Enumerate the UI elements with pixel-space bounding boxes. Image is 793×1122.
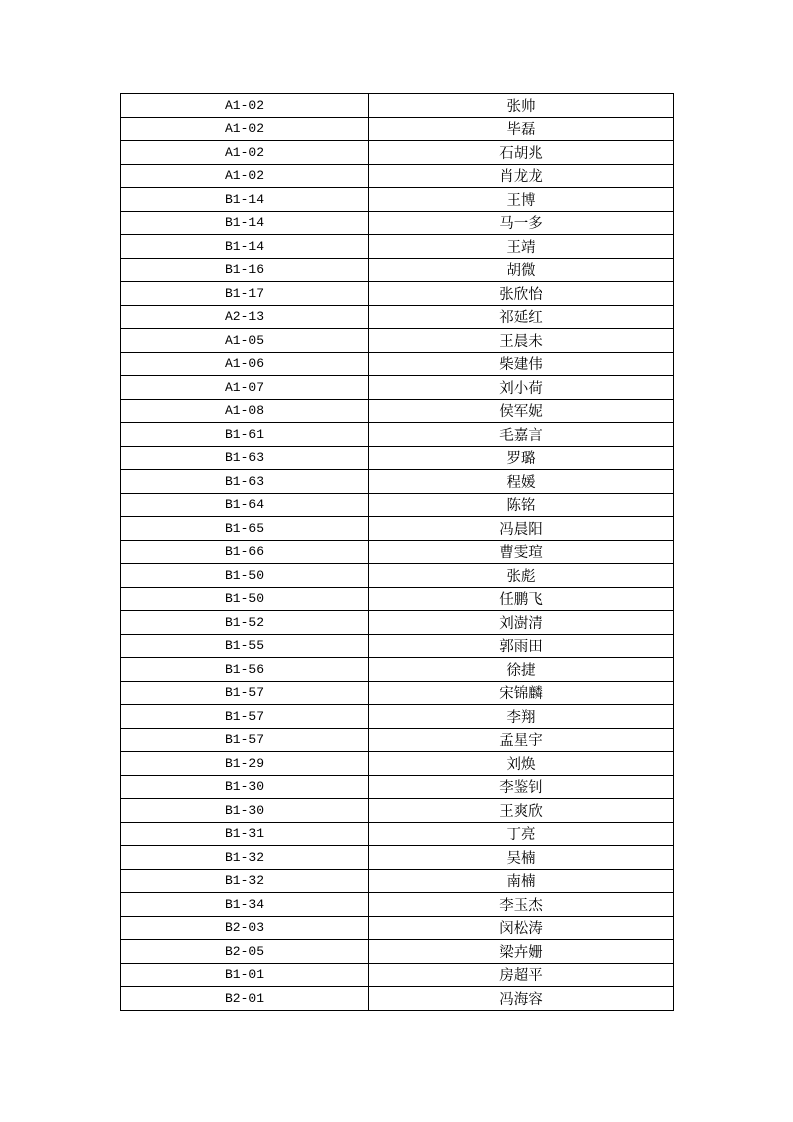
person-name-cell: 刘焕 [369, 752, 674, 776]
table-row [121, 705, 674, 729]
person-name-cell: 柴建伟 [369, 352, 674, 376]
person-name-cell: 张帅 [369, 94, 674, 118]
person-name-cell: 张欣怡 [369, 282, 674, 306]
table-row [121, 94, 674, 118]
room-code-cell: A1-05 [121, 329, 369, 353]
room-code-cell: B1-65 [121, 517, 369, 541]
table-row [121, 399, 674, 423]
person-name-cell: 孟星宇 [369, 728, 674, 752]
room-code-cell: B1-30 [121, 775, 369, 799]
room-code-cell: B1-34 [121, 893, 369, 917]
room-code-cell: A1-07 [121, 376, 369, 400]
person-name-cell: 徐捷 [369, 658, 674, 682]
person-name-cell: 马一多 [369, 211, 674, 235]
table-row [121, 235, 674, 259]
table-row [121, 305, 674, 329]
person-name-cell: 胡微 [369, 258, 674, 282]
room-code-cell: B1-50 [121, 564, 369, 588]
room-code-cell: A1-08 [121, 399, 369, 423]
person-name-cell: 宋锦麟 [369, 681, 674, 705]
person-name-cell: 闵松涛 [369, 916, 674, 940]
room-code-cell: B1-30 [121, 799, 369, 823]
room-code-cell: B2-01 [121, 987, 369, 1011]
room-code-cell: A1-02 [121, 141, 369, 165]
room-code-cell: B2-03 [121, 916, 369, 940]
table-row [121, 211, 674, 235]
room-code-cell: B1-57 [121, 728, 369, 752]
room-code-cell: A1-02 [121, 94, 369, 118]
room-code-cell: B1-31 [121, 822, 369, 846]
person-name-cell: 毕磊 [369, 117, 674, 141]
table-row [121, 446, 674, 470]
table-row [121, 658, 674, 682]
table-row [121, 728, 674, 752]
room-code-cell: B1-63 [121, 470, 369, 494]
table-row [121, 352, 674, 376]
table-row [121, 376, 674, 400]
person-name-cell: 石胡兆 [369, 141, 674, 165]
person-name-cell: 肖龙龙 [369, 164, 674, 188]
room-code-cell: B1-16 [121, 258, 369, 282]
person-name-cell: 罗璐 [369, 446, 674, 470]
table-row [121, 963, 674, 987]
table-row [121, 258, 674, 282]
person-name-cell: 张彪 [369, 564, 674, 588]
table-row [121, 517, 674, 541]
room-code-cell: B1-64 [121, 493, 369, 517]
person-name-cell: 刘澍清 [369, 611, 674, 635]
table-row [121, 799, 674, 823]
person-name-cell: 王晨未 [369, 329, 674, 353]
room-code-cell: B1-32 [121, 869, 369, 893]
person-name-cell: 冯晨阳 [369, 517, 674, 541]
table-row [121, 493, 674, 517]
room-code-cell: B1-29 [121, 752, 369, 776]
room-code-cell: A1-02 [121, 117, 369, 141]
table-row [121, 775, 674, 799]
person-name-cell: 程媛 [369, 470, 674, 494]
person-name-cell: 丁亮 [369, 822, 674, 846]
table-row [121, 893, 674, 917]
room-code-cell: B1-01 [121, 963, 369, 987]
table-row [121, 752, 674, 776]
person-name-cell: 李鉴钊 [369, 775, 674, 799]
table-row [121, 987, 674, 1011]
person-name-cell: 王博 [369, 188, 674, 212]
room-code-cell: B1-55 [121, 634, 369, 658]
table-body [121, 94, 674, 1011]
room-code-cell: B1-61 [121, 423, 369, 447]
person-name-cell: 刘小荷 [369, 376, 674, 400]
room-assignment-table [120, 93, 674, 1011]
room-code-cell: B1-32 [121, 846, 369, 870]
room-code-cell: B1-14 [121, 235, 369, 259]
person-name-cell: 王靖 [369, 235, 674, 259]
person-name-cell: 李玉杰 [369, 893, 674, 917]
person-name-cell: 李翔 [369, 705, 674, 729]
table-row [121, 282, 674, 306]
person-name-cell: 侯军妮 [369, 399, 674, 423]
room-code-cell: B1-50 [121, 587, 369, 611]
table-row [121, 470, 674, 494]
table-row [121, 587, 674, 611]
table-row [121, 329, 674, 353]
person-name-cell: 梁卉姗 [369, 940, 674, 964]
person-name-cell: 祁延红 [369, 305, 674, 329]
table-row [121, 611, 674, 635]
room-code-cell: B1-17 [121, 282, 369, 306]
room-code-cell: B1-52 [121, 611, 369, 635]
table-row [121, 141, 674, 165]
table-row [121, 634, 674, 658]
person-name-cell: 陈铭 [369, 493, 674, 517]
room-code-cell: B1-56 [121, 658, 369, 682]
person-name-cell: 房超平 [369, 963, 674, 987]
room-code-cell: A1-06 [121, 352, 369, 376]
table-row [121, 117, 674, 141]
person-name-cell: 郭雨田 [369, 634, 674, 658]
table-row [121, 846, 674, 870]
room-code-cell: A2-13 [121, 305, 369, 329]
table-row [121, 188, 674, 212]
table-row [121, 681, 674, 705]
person-name-cell: 任鹏飞 [369, 587, 674, 611]
person-name-cell: 南楠 [369, 869, 674, 893]
room-code-cell: B2-05 [121, 940, 369, 964]
table-row [121, 822, 674, 846]
table-row [121, 564, 674, 588]
person-name-cell: 王爽欣 [369, 799, 674, 823]
table-row [121, 916, 674, 940]
room-code-cell: B1-57 [121, 681, 369, 705]
person-name-cell: 吴楠 [369, 846, 674, 870]
room-code-cell: B1-14 [121, 211, 369, 235]
table-row [121, 423, 674, 447]
table-row [121, 869, 674, 893]
room-code-cell: B1-57 [121, 705, 369, 729]
table-row [121, 940, 674, 964]
table-row [121, 164, 674, 188]
room-code-cell: B1-66 [121, 540, 369, 564]
table-row [121, 540, 674, 564]
person-name-cell: 毛嘉言 [369, 423, 674, 447]
room-code-cell: A1-02 [121, 164, 369, 188]
room-code-cell: B1-14 [121, 188, 369, 212]
person-name-cell: 冯海容 [369, 987, 674, 1011]
room-code-cell: B1-63 [121, 446, 369, 470]
person-name-cell: 曹雯瑄 [369, 540, 674, 564]
